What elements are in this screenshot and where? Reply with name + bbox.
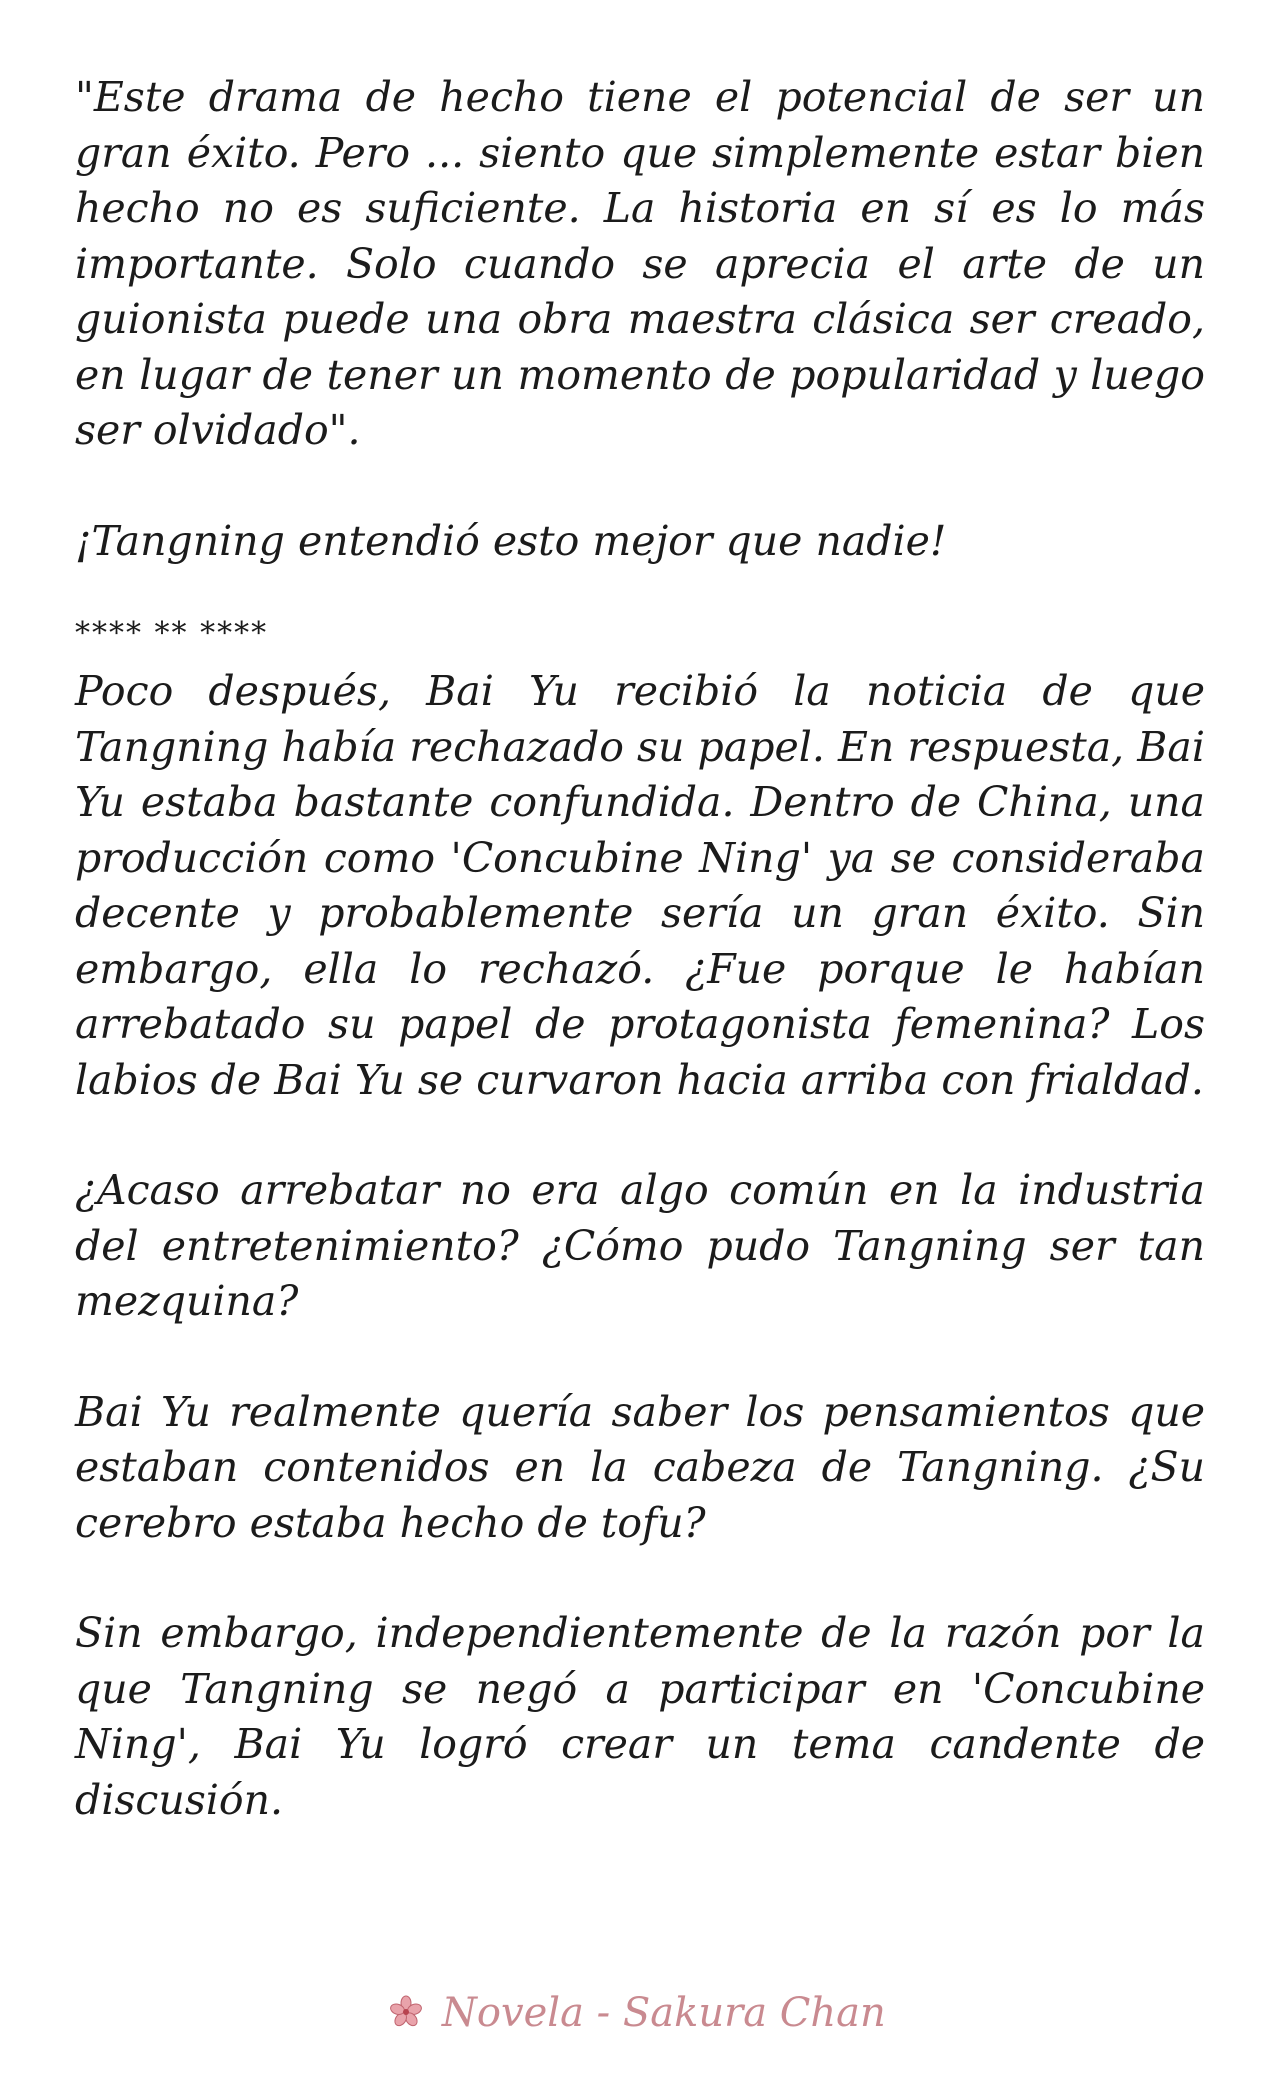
- watermark-text: Novela - Sakura Chan: [441, 1990, 886, 2036]
- chapter-text: [75, 70, 1205, 1828]
- paragraph-5: Bai Yu realmente quería saber los pensamientos que estaban contenidos en la cabeza de Tangning. ¿Su cerebro estaba hecho de tofu?: [75, 1387, 1205, 1547]
- scene-separator: **** ** ****: [75, 616, 269, 651]
- paragraph-4: ¿Acaso arrebatar no era algo común en la industria del entretenimiento? ¿Cómo pudo Tangning ser tan mezquina?: [75, 1166, 1205, 1325]
- paragraph-1: "Este drama de hecho tiene el potencial de ser un gran éxito. Pero ... siento que simplemente estar bien hecho no es suficiente. La historia en sí es lo más importante. Solo cuando se aprecia el arte de un guionista puede una obra maestra clásica ser creado, en lugar de tener un momento de popularidad y luego ser olvidado".: [75, 73, 1205, 454]
- sakura-flower-icon: [389, 1993, 423, 2027]
- paragraph-2: ¡Tangning entendió esto mejor que nadie!: [75, 516, 947, 565]
- paragraph-6: Sin embargo, independientemente de la razón por la que Tangning se negó a participar en 'Concubine Ning', Bai Yu logró crear un tema candente de discusión.: [75, 1609, 1205, 1824]
- paragraph-3: Poco después, Bai Yu recibió la noticia de que Tangning había rechazado su papel. En respuesta, Bai Yu estaba bastante confundida. Dentro de China, una producción como 'Concubine Ning' ya se consideraba decente y probablemente sería un gran éxito. Sin embargo, ella lo rechazó. ¿Fue porque le habían arrebatado su papel de protagonista femenina? Los labios de Bai Yu se curvaron hacia arriba con frialdad.: [75, 667, 1205, 1104]
- watermark-footer: [0, 1990, 1275, 2036]
